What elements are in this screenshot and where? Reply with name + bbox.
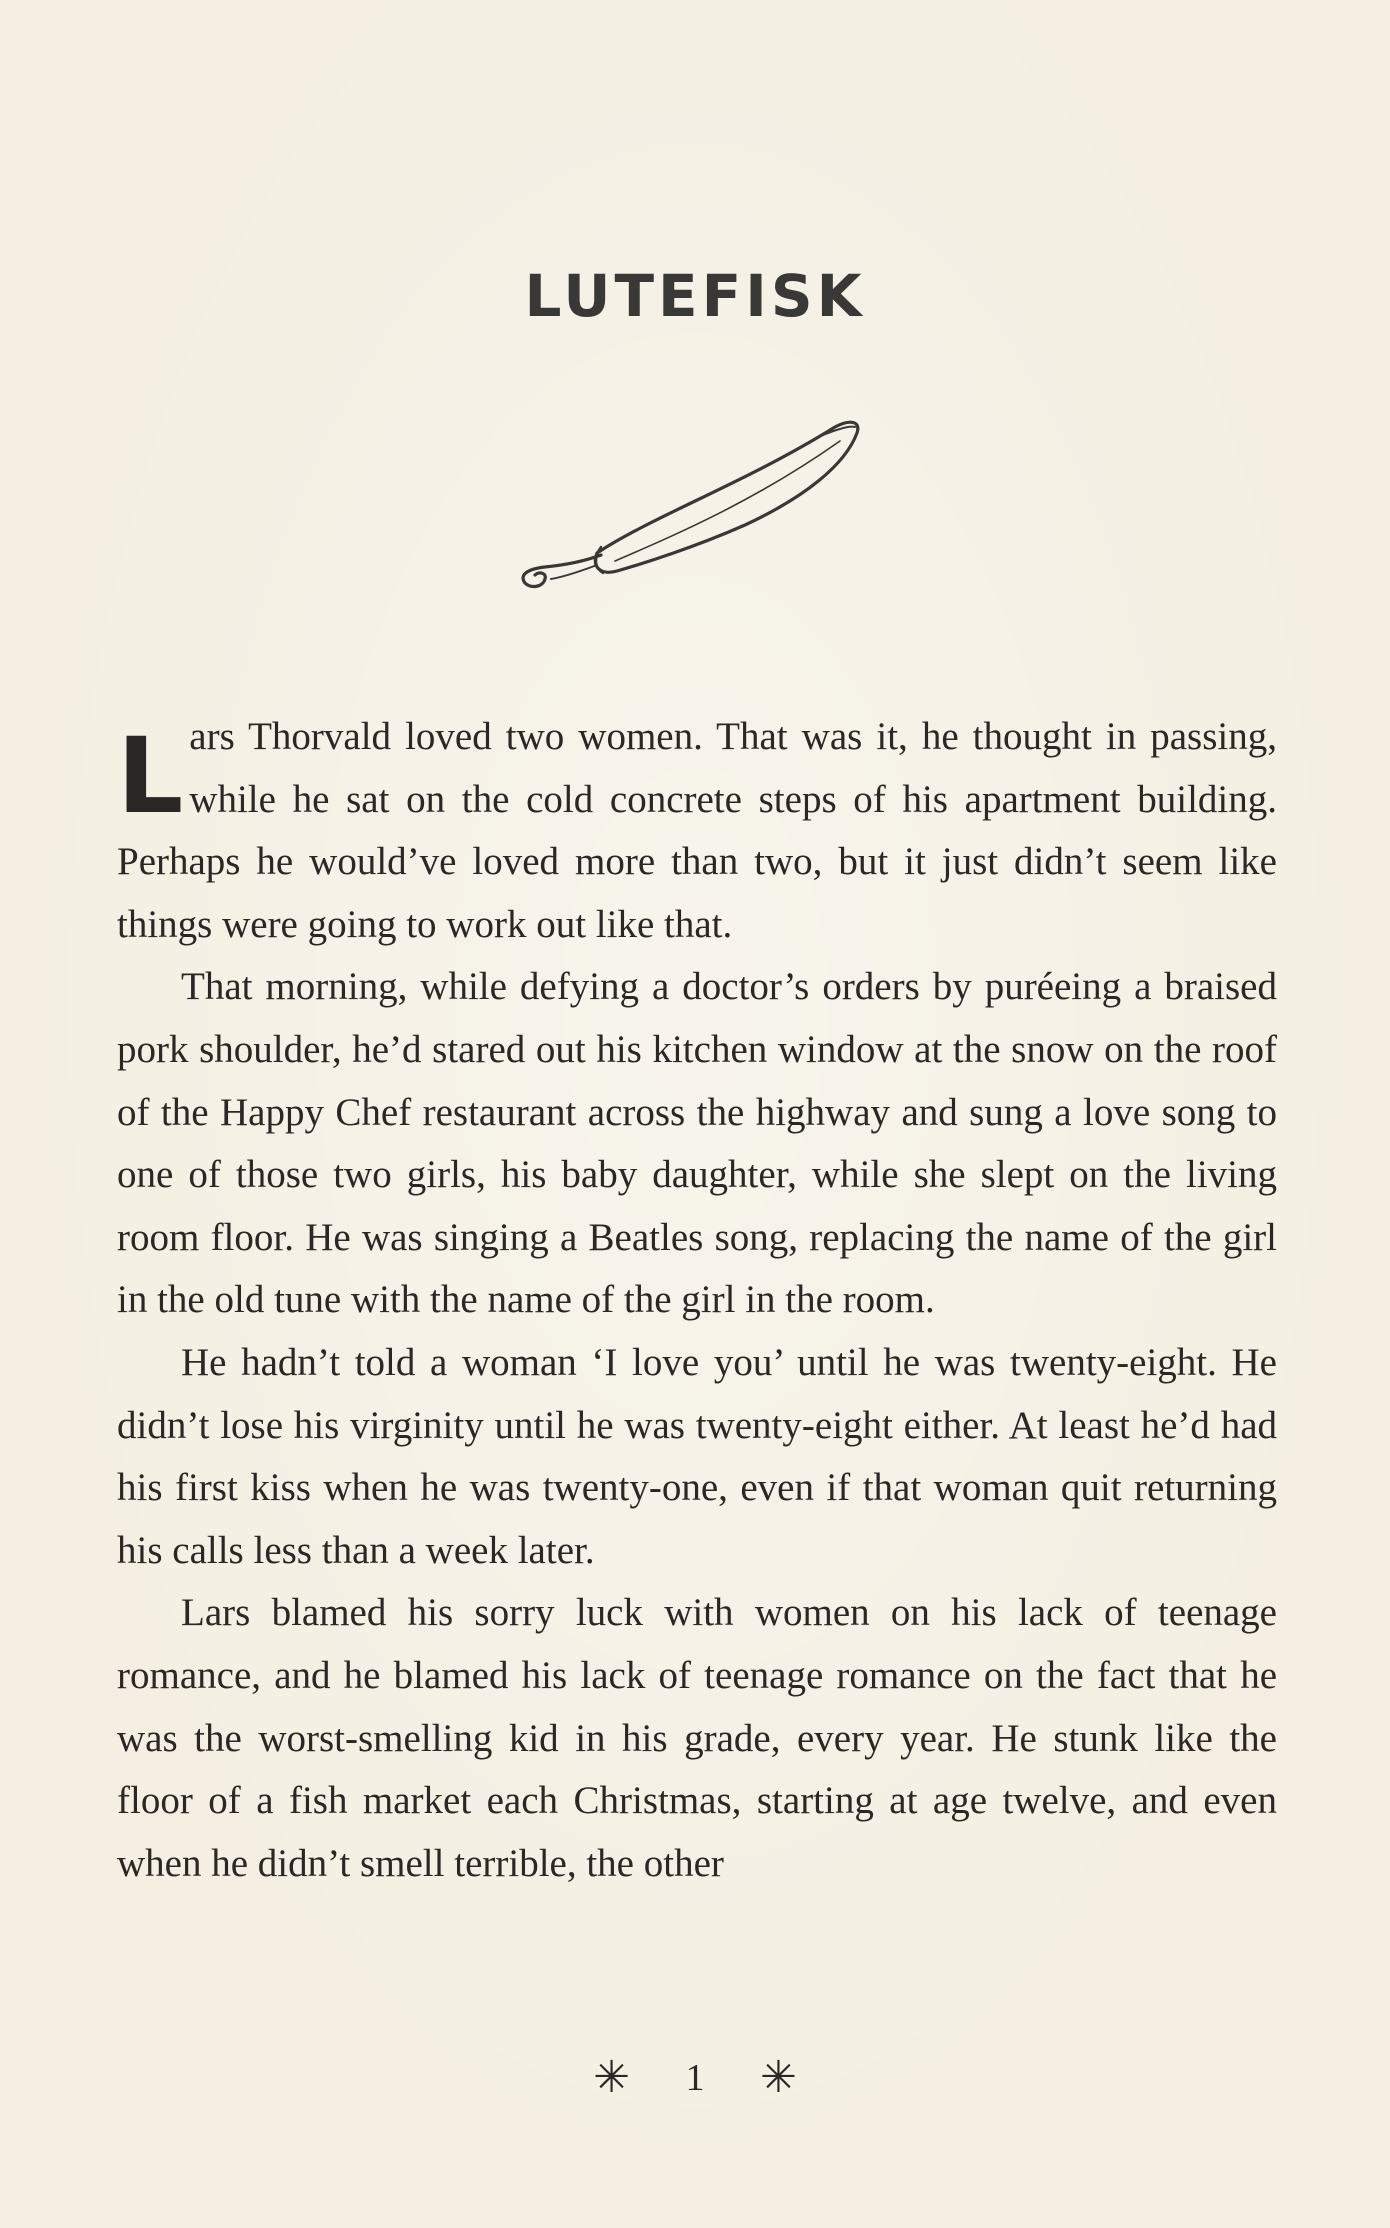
fish-icon bbox=[505, 405, 885, 595]
chapter-title: LUTEFISK bbox=[524, 262, 866, 330]
chapter-body bbox=[117, 706, 1277, 1895]
paragraph-1 bbox=[117, 706, 1277, 956]
paragraph-3: He hadn’t told a woman ‘I love you’ until he was twenty-eight. He didn’t lose his virginity until he was twenty-eight either. At least he’d had his first kiss when he was twenty-one, even if that woman quit returning his calls less than a week later. bbox=[117, 1340, 1277, 1572]
paragraph-1-text: ars Thorvald loved two women. That was it, he thought in passing, while he sat on the cold concrete steps of his apartment building. Perhaps he would’ve loved more than two, but it just didn’t seem like things were going to work out like that. bbox=[117, 715, 1277, 946]
page-number: 1 bbox=[685, 2056, 705, 2099]
paragraph-2: That morning, while defying a doctor’s orders by puréeing a braised pork shoulder, he’d stared out his kitchen window at the snow on the roof of the Happy Chef restaurant across the highway and sung a love song to one of those two girls, his baby daughter, while she slept on the living room floor. He was singing a Beatles song, replacing the name of the girl in the old tune with the name of the girl in the room. bbox=[117, 965, 1277, 1322]
asterisk-ornament-right-icon: ✳ bbox=[760, 2052, 797, 2103]
drop-cap: L bbox=[117, 715, 184, 837]
paragraph-4: Lars blamed his sorry luck with women on his lack of teenage romance, and he blamed his lack of teenage romance on the fact that he was the worst-smelling kid in his grade, every year. He stunk like the floor of a fish market each Christmas, starting at age twelve, and even when he didn’t smell terrible, the other bbox=[117, 1591, 1277, 1885]
page-footer bbox=[0, 2052, 1390, 2103]
asterisk-ornament-left-icon: ✳ bbox=[593, 2052, 630, 2103]
